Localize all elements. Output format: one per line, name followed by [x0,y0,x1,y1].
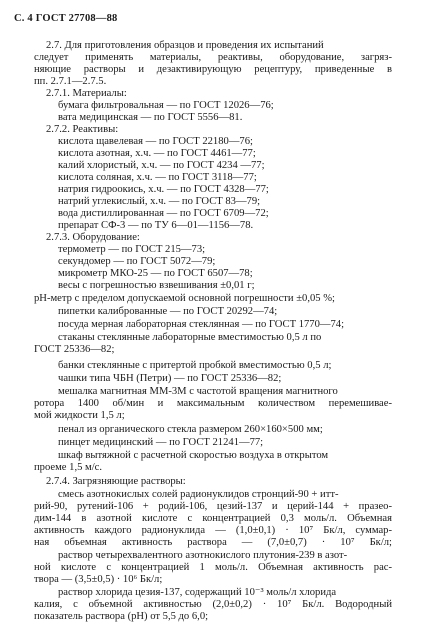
text-line: калия, с объемной активностью (2,0±0,2) · 10⁷ Бк/л. Водородный [34,599,392,610]
text-line: пинцет медицинский — по ГОСТ 21241—77; [58,437,264,448]
text-line: кислота азотная, х.ч. — по ГОСТ 4461—77; [58,148,256,159]
text-line: пп. 2.7.1—2.7.5. [34,76,107,87]
page-header: С. 4 ГОСТ 27708—88 [14,13,118,24]
text-line: мешалка магнитная ММ-3М с частотой вращения магнитного [58,386,338,397]
text-line: ГОСТ 25336—82; [34,344,115,355]
text-line: ротора 1400 об/мин и максимальным количеством перемешивае- [34,398,392,409]
text-line: стаканы стеклянные лабораторные вместимостью 0,5 л по [58,332,322,343]
text-line: рН-метр с пределом допускаемой основной погрешности ±0,05 %; [34,293,335,304]
text-line: бумага фильтровальная — по ГОСТ 12026—76; [58,100,274,111]
text-line: 2.7. Для приготовления образцов и проведения их испытаний [46,40,324,51]
text-line: чашки типа ЧБН (Петри) — по ГОСТ 25336—82; [58,373,282,384]
text-line: шкаф вытяжной с расчетной скоростью воздуха в открытом [58,450,329,461]
text-line: вода дистиллированная — по ГОСТ 6709—72; [58,208,269,219]
text-line: пенал из органического стекла размером 260×160×500 мм; [58,424,323,435]
text-line: раствор четырехвалентного азотнокислого плутония-239 в азот- [58,550,348,561]
text-line: натрий углекислый, х.ч. — по ГОСТ 83—79; [58,196,261,207]
text-line: кислота щавелевая — по ГОСТ 22180—76; [58,136,253,147]
text-line: няющие растворы и дезактивирующую рецептуру, приведенные в [34,64,392,75]
text-line: дим-144 в азотной кислоте с концентрацией 0,3 моль/л. Объемная [34,513,392,524]
text-line: кислота соляная, х.ч. — по ГОСТ 3118—77; [58,172,257,183]
text-line: вата медицинская — по ГОСТ 5556—81. [58,112,243,123]
text-line: ной кислоте с концентрацией 1 моль/л. Объемная активность рас- [34,562,392,573]
text-line: 2.7.2. Реактивы: [46,124,119,135]
text-line: следует применять материалы, реактивы, оборудование, загряз- [34,52,392,63]
text-line: мой жидкости 1,5 л; [34,410,125,421]
text-line: 2.7.3. Оборудование: [46,232,140,243]
text-line: посуда мерная лабораторная стеклянная — по ГОСТ 1770—74; [58,319,345,330]
text-line: ная объемная активность раствора — (7,0±0,7) · 10⁷ Бк/л; [34,537,392,548]
text-line: 2.7.4. Загрязняющие растворы: [46,476,186,487]
text-line: рий-90, рутений-106 + родий-106, цезий-137 и церий-144 + празео- [34,501,392,512]
text-line: проеме 1,5 м/с. [34,462,103,473]
text-line: смесь азотнокислых солей радионуклидов стронций-90 + итт- [58,489,339,500]
text-line: весы с погрешностью взвешивания ±0,01 г; [58,280,255,291]
text-line: натрия гидроокись, х.ч. — по ГОСТ 4328—77; [58,184,269,195]
text-line: твора — (3,5±0,5) · 10⁶ Бк/л; [34,574,163,585]
text-line: активность каждого радионуклида — (1,0±0,1) · 10⁷ Бк/л, суммар- [34,525,392,536]
text-line: раствор хлорида цезия-137, содержащий 10⁻³ моль/л хлорида [58,587,337,598]
text-line: калий хлористый, х.ч. — по ГОСТ 4234 —77; [58,160,265,171]
text-line: пипетки калиброванные — по ГОСТ 20292—74; [58,306,278,317]
text-line: 2.7.1. Материалы: [46,88,127,99]
text-line: банки стеклянные с притертой пробкой вместимостью 0,5 л; [58,360,332,371]
text-line: микрометр МКО-25 — по ГОСТ 6507—78; [58,268,253,279]
text-line: показатель раствора (рН) от 5,5 до 6,0; [34,611,209,622]
text-line: термометр — по ГОСТ 215—73; [58,244,206,255]
text-line: секундомер — по ГОСТ 5072—79; [58,256,216,267]
text-line: препарат СФ-3 — по ТУ 6—01—1156—78. [58,220,254,231]
